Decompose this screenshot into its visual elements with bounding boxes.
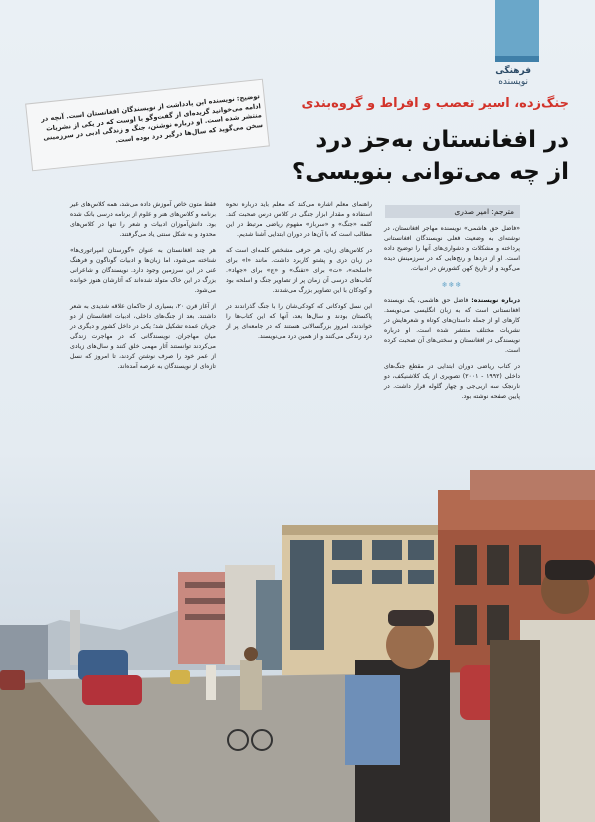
column-left	[70, 200, 216, 378]
paragraph: هر چند افغانستان به عنوان «گورستان امپراتوری‌ها» شناخته می‌شود، اما زبان‌ها و ادبیات گوناگون و فرهنگ غنی در این سرزمین وجود دارد. نویسندگان و شاعرانی بزرگ در این خاک متولد شده‌اند که آثارشان هنوز خوانده می‌شود.	[70, 247, 216, 294]
about-author-label: درباره نویسنده:	[471, 297, 520, 304]
column-middle	[226, 200, 372, 348]
paragraph: در کتاب ریاضی دوران ابتدایی در مقطع جنگ‌های داخلی (۱۹۹۲ - ۲۰۰۱) تصویری از یک کلاشنیکف، دو نارنجک سه اربی‌جی و چهار گلوله قرار داشت. در پایین صفحه نوشته بود.	[384, 363, 520, 400]
paragraph: در کلاس‌های زبان، هر حرفی مشخص کلمه‌ای است که در زبان دری و پشتو کاربرد داشت. مانند «ا» برای «اسلحه»، «ت» برای «تفنگ» و «ج» برای «جهاد». کتاب‌های درسی آن زمان پر از تصاویر جنگ و اسلحه بود و کودکان با این تصاویر بزرگ می‌شدند.	[226, 247, 372, 294]
headline-line-2: از چه می‌توانی بنویسی؟	[291, 159, 569, 185]
paragraph: «فاضل حق هاشمی» نویسنده مهاجر افغانستان، در نوشته‌ای به وضعیت فعلی نویسندگان افغانستانی پرداخته و مشکلات و دشواری‌های آنها را توضیح داده است. او از دردها و رنج‌هایی که در سرزمینش دیده می‌گوید و از تاریخ کهن کشورش در ادبیات.	[384, 225, 520, 272]
paragraph: از آغاز قرن ۲۰، بسیاری از حاکمان علاقه شدیدی به شعر داشتند. بعد از جنگ‌های داخلی، ادبیات افغانستان از دو جریان عمده تشکیل شد؛ یکی در داخل کشور و دیگری در میان مهاجران. نویسندگانی که در مهاجرت زندگی می‌کردند توانستند آثار مهمی خلق کنند و سال‌های زیادی از عمر خود را صرف نوشتن کردند، تا امروز که نسل تازه‌ای از نویسندگان به عرصه آمده‌اند.	[70, 303, 216, 370]
paragraph: راهنمای معلم اشاره می‌کند که معلم باید درباره نحوه استفاده و مقدار ابزار جنگی در کلاس درس صحبت کند. کلمه «جنگ» و «سرباز» مفهوم ریاضی مرتبط در این مطالب است که با آن‌ها در دوران ابتدایی آشنا شدیم.	[226, 201, 372, 238]
translator-byline: مترجم: امیر صدری	[385, 205, 520, 218]
paragraph: این نسل کودکانی که کودکی‌شان را با جنگ گذراندند در پاکستان بودند و سال‌ها بعد، آنها که این کتاب‌ها را خواندند، امروز بزرگسالانی هستند که در جامعه‌ای پر از درد زندگی می‌کنند و از همین درد می‌نویسند.	[226, 303, 372, 340]
street-photo	[0, 470, 595, 822]
section-title: فرهنگی	[495, 66, 531, 76]
paragraph	[384, 296, 520, 356]
column-right	[384, 224, 520, 408]
section-subtitle: نویسنده	[498, 77, 529, 87]
section-tab	[495, 0, 539, 62]
paragraph: فقط متون خاص آموزش داده می‌شد، همه کلاس‌های غیر برنامه و کلاس‌های هنر و علوم از برنامه درسی بانک شده بود. دانش‌آموزان ادبیات و شعر را تنها در کلاس‌های محدود و به شکل سنتی یاد می‌گرفتند.	[70, 201, 216, 238]
street-photo-drawing	[0, 470, 595, 822]
author-note: توضیح: نویسنده این یادداشت از نویسندگان افغانستان است. آنچه در ادامه می‌خوانید گزیده‌ای از گفت‌وگو با اوست که در یکی از نشریات منتشر شده است. او درباره نوشتن، جنگ و زندگی ادبی در سرزمینی سخن می‌گوید که سال‌ها درگیر درد بوده است.	[40, 92, 264, 145]
headline-line-1: در افغانستان به‌جز درد	[315, 127, 569, 153]
about-author-text: فاضل حق هاشمی، یک نویسنده افغانستانی است که به زبان انگلیسی می‌نویسد. کارهای او از جمله داستان‌های کوتاه و شعرهایش در نشریات مختلف منتشر شده است. او درباره نویسندگی در افغانستان و سختی‌های آن صحبت کرده است.	[384, 297, 520, 354]
kicker-line: جنگ‌زده، اسیر تعصب و افراط و گروه‌بندی	[301, 96, 569, 111]
section-label	[495, 66, 531, 88]
separator-stars: ❄❄❄	[441, 281, 463, 289]
headline	[269, 124, 569, 188]
